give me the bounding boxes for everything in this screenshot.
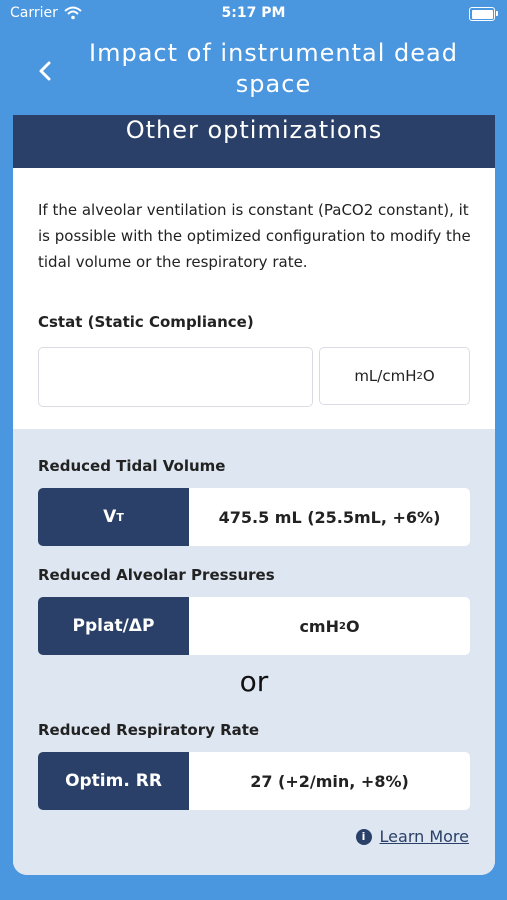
cstat-unit [319, 347, 470, 405]
cstat-label: Cstat (Static Compliance) [38, 313, 254, 331]
other-optimizations-card [13, 115, 495, 875]
pressure-unit-sub: 2 [338, 620, 346, 632]
info-icon: i [356, 829, 372, 845]
back-chevron-icon[interactable] [30, 56, 60, 86]
learn-more-label[interactable]: Learn More [379, 827, 469, 846]
pressure-unit-base: cmH [299, 616, 339, 636]
section-header: Other optimizations [13, 115, 495, 168]
status-bar [0, 0, 507, 28]
respiratory-rate-row [38, 752, 470, 810]
tidal-volume-row [38, 488, 470, 546]
pressure-unit-tail: O [345, 616, 360, 636]
tidal-key-sub: T [116, 510, 124, 524]
learn-more-link[interactable] [356, 827, 469, 846]
respiratory-rate-value: 27 (+2/min, +8%) [250, 771, 409, 791]
alveolar-pressure-value [189, 597, 470, 655]
carrier-label: Carrier [10, 5, 58, 21]
cstat-unit-tail: O [422, 367, 435, 385]
page-title: Impact of instrumental dead space [89, 39, 458, 98]
tidal-key-base: V [103, 507, 117, 527]
alveolar-pressure-row [38, 597, 470, 655]
alveolar-pressure-key: Pplat/ΔP [38, 597, 189, 655]
respiratory-rate-key: Optim. RR [38, 752, 189, 810]
or-separator: or [239, 665, 269, 698]
respiratory-rate-label: Reduced Respiratory Rate [38, 721, 260, 739]
cstat-unit-sub: 2 [416, 370, 423, 382]
cstat-unit-base: mL/cmH [354, 367, 417, 385]
tidal-volume-label: Reduced Tidal Volume [38, 457, 226, 475]
navigation-bar [0, 28, 507, 114]
status-time: 5:17 PM [221, 5, 286, 21]
tidal-volume-key [38, 488, 189, 546]
results-panel [13, 429, 495, 875]
battery-icon [469, 7, 495, 21]
tidal-volume-value: 475.5 mL (25.5mL, +6%) [218, 507, 441, 527]
alveolar-pressure-label: Reduced Alveolar Pressures [38, 566, 275, 584]
intro-text: If the alveolar ventilation is constant (PaCO2 constant), it is possible with the optimized configuration to modify the tidal volume or the respiratory rate. [38, 201, 471, 271]
cstat-input[interactable] [38, 347, 313, 407]
